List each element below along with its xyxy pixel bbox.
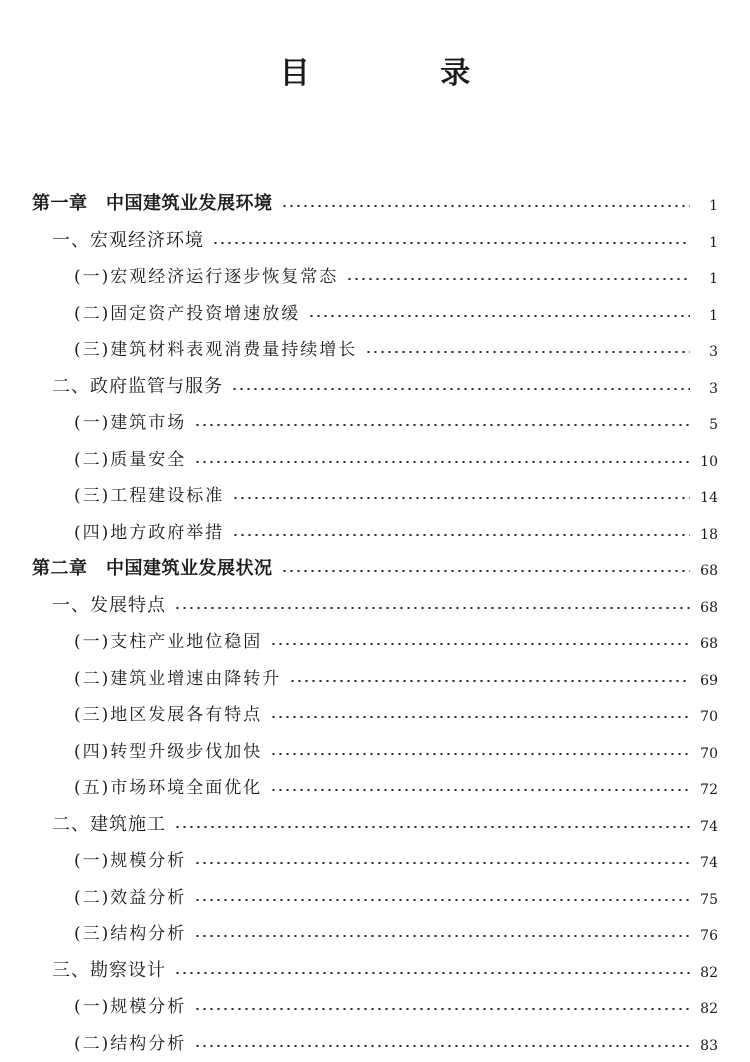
toc-page-number: 76	[700, 928, 718, 945]
toc-entry-label: (三)工程建设标准	[74, 486, 225, 507]
toc-page-number: 1	[709, 307, 718, 324]
toc-subsection-entry[interactable]	[0, 332, 750, 369]
dot-leader	[194, 424, 690, 426]
dot-leader	[194, 1008, 690, 1010]
toc-entry-label: (三)建筑材料表观消费量持续增长	[74, 340, 358, 361]
toc-page-number: 74	[700, 818, 718, 835]
toc-page-number: 14	[700, 490, 718, 507]
toc-page-number: 1	[709, 271, 718, 288]
dot-leader	[194, 899, 690, 901]
toc-page-number: 82	[700, 964, 718, 981]
dot-leader	[232, 497, 690, 499]
dot-leader	[270, 643, 690, 645]
dot-leader	[281, 570, 691, 572]
dot-leader	[365, 351, 690, 353]
dot-leader	[174, 607, 690, 609]
dot-leader	[194, 862, 690, 864]
toc-page-number: 69	[700, 672, 718, 689]
toc-subsection-entry[interactable]	[0, 405, 750, 442]
toc-entry-label: (四)地方政府举措	[74, 522, 225, 543]
dot-leader	[174, 826, 690, 828]
toc-section-entry[interactable]	[0, 588, 750, 625]
toc-entry-label: (三)结构分析	[74, 924, 187, 945]
toc-entry-label: (一)建筑市场	[74, 413, 187, 434]
toc-subsection-entry[interactable]	[0, 624, 750, 661]
dot-leader	[194, 1045, 690, 1047]
toc-section-entry[interactable]	[0, 807, 750, 844]
toc-section-entry[interactable]	[0, 223, 750, 260]
dot-leader	[289, 680, 690, 682]
toc-chapter-entry[interactable]	[0, 551, 750, 588]
dot-leader	[281, 205, 691, 207]
dot-leader	[270, 716, 690, 718]
toc-entry-label: 第二章 中国建筑业发展状况	[32, 558, 273, 580]
dot-leader	[232, 534, 690, 536]
toc-page-number: 70	[700, 709, 718, 726]
toc-page-number: 75	[700, 891, 718, 908]
toc-page-number: 18	[700, 526, 718, 543]
toc-page-number: 68	[700, 563, 718, 580]
toc-entry-label: (二)质量安全	[74, 449, 187, 470]
table-of-contents	[0, 186, 750, 1062]
toc-subsection-entry[interactable]	[0, 880, 750, 917]
toc-subsection-entry[interactable]	[0, 1026, 750, 1062]
toc-page-number: 74	[700, 855, 718, 872]
toc-entry-label: 第一章 中国建筑业发展环境	[32, 193, 273, 215]
toc-subsection-entry[interactable]	[0, 989, 750, 1026]
toc-subsection-entry[interactable]	[0, 515, 750, 552]
dot-leader	[270, 753, 690, 755]
toc-entry-label: 三、勘察设计	[52, 959, 166, 981]
toc-page-number: 70	[700, 745, 718, 762]
toc-page-number: 68	[700, 636, 718, 653]
dot-leader	[308, 315, 690, 317]
toc-entry-label: 二、建筑施工	[52, 813, 166, 835]
toc-section-entry[interactable]	[0, 369, 750, 406]
toc-page-number: 83	[700, 1037, 718, 1054]
toc-section-entry[interactable]	[0, 953, 750, 990]
toc-subsection-entry[interactable]	[0, 770, 750, 807]
toc-entry-label: (一)宏观经济运行逐步恢复常态	[74, 267, 339, 288]
toc-subsection-entry[interactable]	[0, 296, 750, 333]
dot-leader	[174, 972, 690, 974]
toc-entry-label: 一、宏观经济环境	[52, 229, 204, 251]
toc-page-number: 5	[709, 417, 718, 434]
toc-entry-label: (一)规模分析	[74, 997, 187, 1018]
dot-leader	[270, 789, 690, 791]
toc-entry-label: (三)地区发展各有特点	[74, 705, 263, 726]
toc-chapter-entry[interactable]	[0, 186, 750, 223]
toc-subsection-entry[interactable]	[0, 478, 750, 515]
toc-entry-label: (一)规模分析	[74, 851, 187, 872]
dot-leader	[194, 935, 690, 937]
toc-page-number: 68	[700, 599, 718, 616]
toc-page-number: 10	[700, 453, 718, 470]
toc-entry-label: 二、政府监管与服务	[52, 375, 223, 397]
toc-subsection-entry[interactable]	[0, 843, 750, 880]
toc-subsection-entry[interactable]	[0, 661, 750, 698]
page-title: 目 录	[279, 56, 531, 91]
toc-page-number: 82	[700, 1001, 718, 1018]
toc-page-number: 72	[700, 782, 718, 799]
toc-subsection-entry[interactable]	[0, 734, 750, 771]
toc-page-number: 1	[709, 198, 718, 215]
toc-entry-label: (一)支柱产业地位稳固	[74, 632, 263, 653]
toc-subsection-entry[interactable]	[0, 697, 750, 734]
toc-entry-label: (二)效益分析	[74, 887, 187, 908]
toc-subsection-entry[interactable]	[0, 259, 750, 296]
toc-entry-label: (二)固定资产投资增速放缓	[74, 303, 301, 324]
toc-entry-label: 一、发展特点	[52, 594, 166, 616]
toc-entry-label: (五)市场环境全面优化	[74, 778, 263, 799]
dot-leader	[231, 388, 690, 390]
dot-leader	[212, 242, 690, 244]
toc-page-number: 3	[709, 344, 718, 361]
dot-leader	[346, 278, 690, 280]
toc-entry-label: (二)建筑业增速由降转升	[74, 668, 282, 689]
toc-subsection-entry[interactable]	[0, 442, 750, 479]
toc-page-number: 3	[709, 380, 718, 397]
toc-page-number: 1	[709, 234, 718, 251]
dot-leader	[194, 461, 690, 463]
toc-entry-label: (四)转型升级步伐加快	[74, 741, 263, 762]
toc-subsection-entry[interactable]	[0, 916, 750, 953]
toc-entry-label: (二)结构分析	[74, 1033, 187, 1054]
